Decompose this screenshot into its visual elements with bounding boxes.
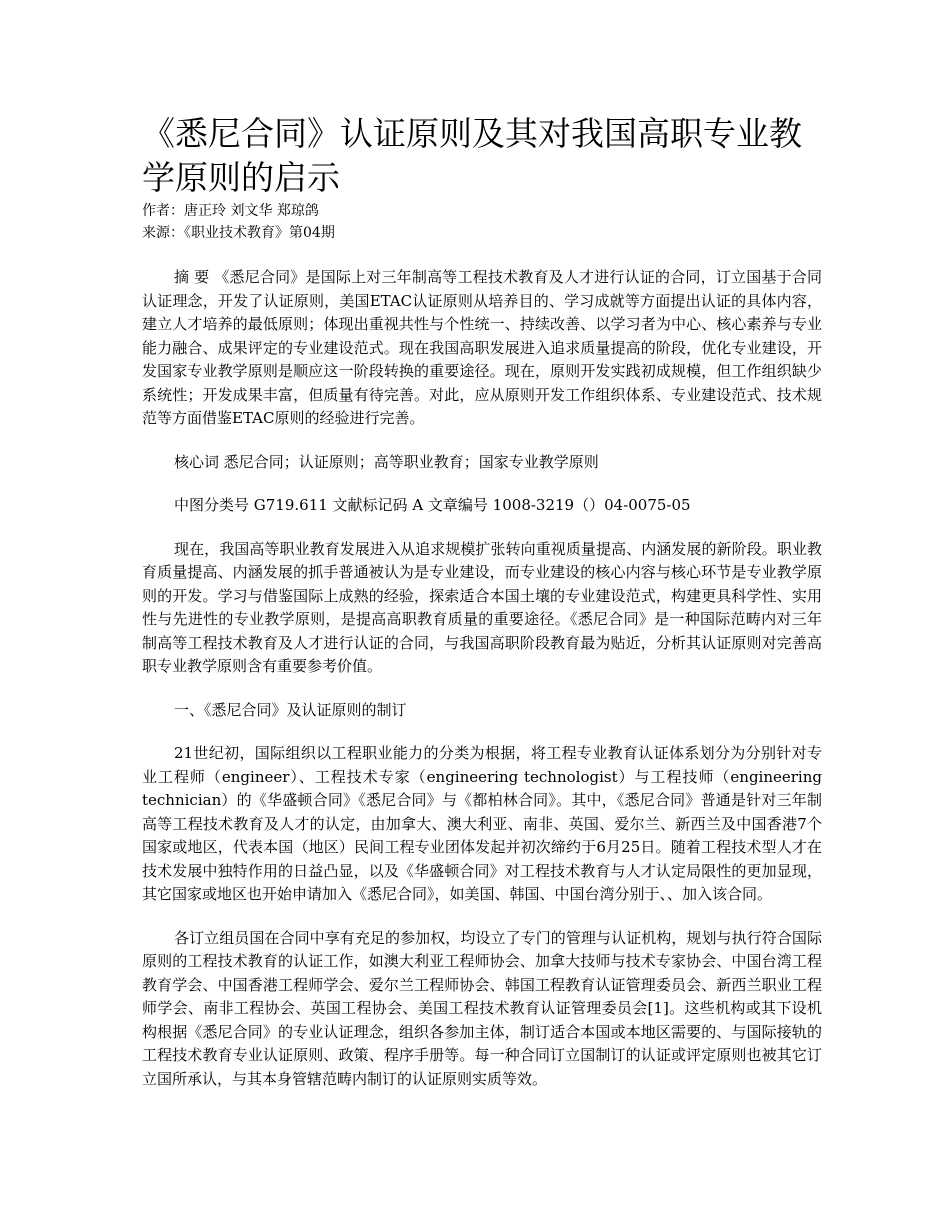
classification-paragraph: 中图分类号 G719.611 文献标记码 A 文章编号 1008-3219（）04-0075-05 <box>174 496 691 514</box>
section-heading: 一、《悉尼合同》及认证原则的制订 <box>174 700 407 719</box>
source-line: 来源：《职业技术教育》第04期 <box>142 225 335 241</box>
authors-line: 作者：唐正玲 刘文华 郑琼鸽 <box>142 203 319 219</box>
body-paragraph: 21世纪初，国际组织以工程职业能力的分类为根据，将工程专业教育认证体系划分为分别针对专业工程师（engineer）、工程技术专家（engineering technologist）与工程技师（engineering technician）的《华盛顿合同》《悉尼合同》与《都柏林合同》。其中，《悉尼合同》普通是针对三年制高等工程技术教育及人才的认定，由加拿大、澳大利亚、南非、英国、爱尔兰、新西兰及中国香港7个国家或地区，代表本国（地区）民间工程专业团体发起并初次缔约于6月25日。随着工程技术型人才在技术发展中独特作用的日益凸显，以及《华盛顿合同》对工程技术教育与人才认定局限性的更加显现，其它国家或地区也开始申请加入《悉尼合同》，如美国、韩国、中国台湾分别于、、加入该合同。 <box>142 744 822 903</box>
article <box>142 112 822 1091</box>
keywords-paragraph: 核心词 悉尼合同；认证原则；高等职业教育；国家专业教学原则 <box>174 452 599 471</box>
abstract-paragraph: 摘 要 《悉尼合同》是国际上对三年制高等工程技术教育及人才进行认证的合同，订立国基于合同认证理念，开发了认证原则，美国ETAC认证原则从培养目的、学习成就等方面提出认证的具体内容，建立人才培养的最低原则；体现出重视共性与个性统一、持续改善、以学习者为中心、核心素养与专业能力融合、成果评定的专业建设范式。现在我国高职发展进入追求质量提高的阶段，优化专业建设，开发国家专业教学原则是顺应这一阶段转换的重要途径。现在，原则开发实践初成规模，但工作组织缺少系统性；开发成果丰富，但质量有待完善。对此，应从原则开发工作组织体系、专业建设范式、技术规范等方面借鉴ETAC原则的经验进行完善。 <box>142 268 822 427</box>
body-paragraph: 现在，我国高等职业教育发展进入从追求规模扩张转向重视质量提高、内涵发展的新阶段。职业教育质量提高、内涵发展的抓手普通被认为是专业建设，而专业建设的核心内容与核心环节是专业教学原则的开发。学习与借鉴国际上成熟的经验，探索适合本国土壤的专业建设范式，构建更具科学性、实用性与先进性的专业教学原则，是提高高职教育质量的重要途径。《悉尼合同》是一种国际范畴内对三年制高等工程技术教育及人才进行认证的合同，与我国高职阶段教育最为贴近，分析其认证原则对完善高职专业教学原则含有重要参考价值。 <box>142 539 822 675</box>
body-paragraph: 各订立组员国在合同中享有充足的参加权，均设立了专门的管理与认证机构，规划与执行符合国际原则的工程技术教育的认证工作，如澳大利亚工程师协会、加拿大技师与技术专家协会、中国台湾工程教育学会、中国香港工程师学会、爱尔兰工程师协会、韩国工程教育认证管理委员会、新西兰职业工程师学会、南非工程协会、英国工程协会、美国工程技术教育认证管理委员会[1]。这些机构或其下设机构根据《悉尼合同》的专业认证理念，组织各参加主体，制订适合本国或本地区需要的、与国际接轨的工程技术教育专业认证原则、政策、程序手册等。每一种合同订立国制订的认证或评定原则也被其它订立国所承认，与其本身管辖范畴内制订的认证原则实质等效。 <box>142 928 822 1088</box>
page-title: 《悉尼合同》认证原则及其对我国高职专业教学原则的启示 <box>142 114 802 197</box>
